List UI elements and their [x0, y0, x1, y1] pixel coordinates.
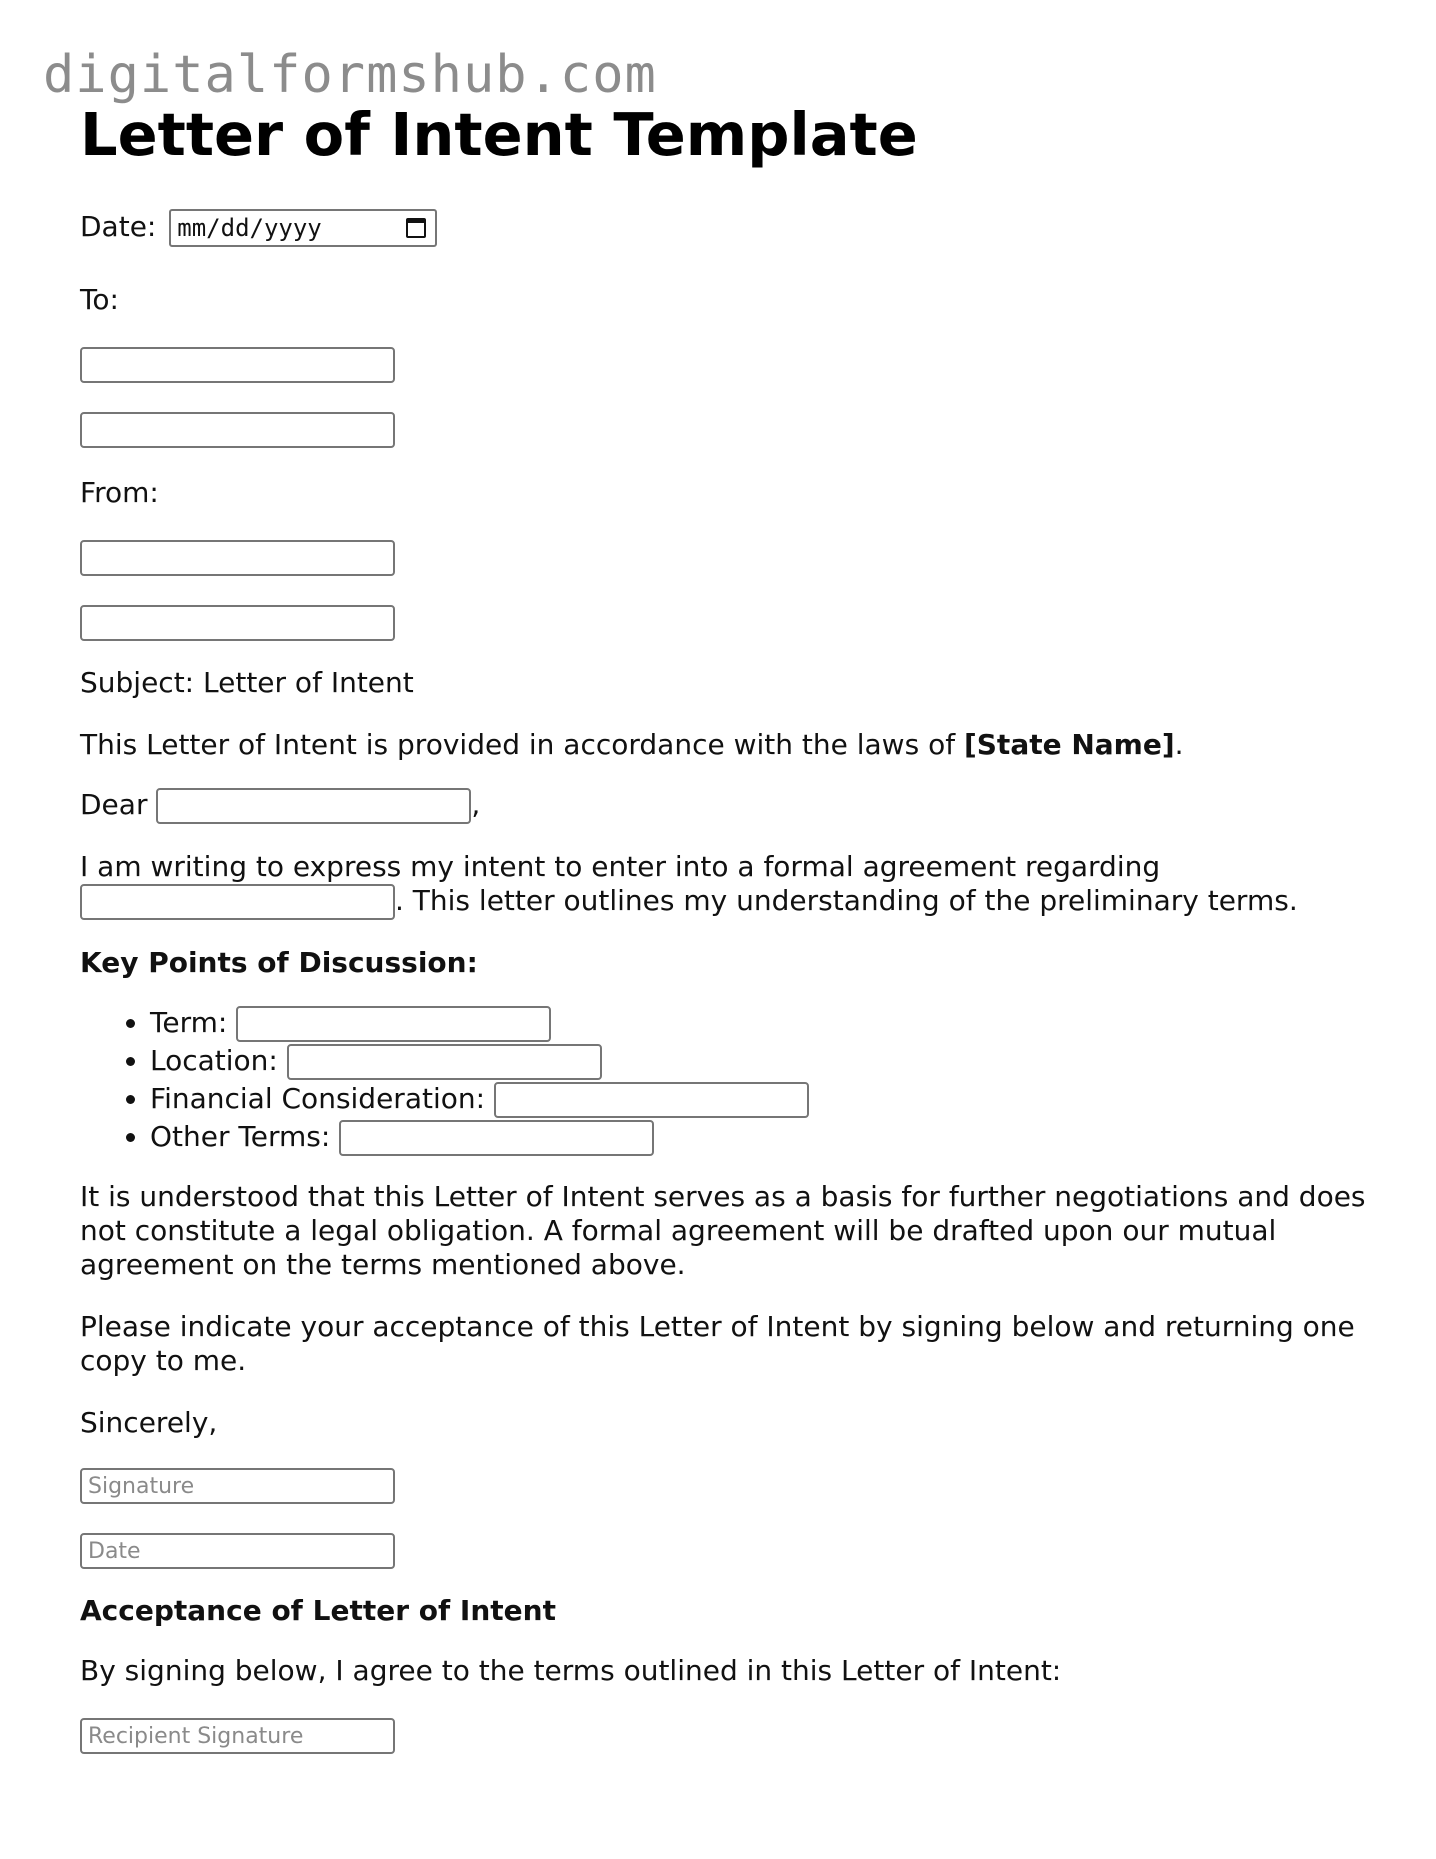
state-name-placeholder: [State Name]	[963, 728, 1175, 761]
to-address-input[interactable]	[80, 412, 395, 448]
date-input[interactable]	[169, 209, 437, 247]
from-name-input[interactable]	[80, 540, 395, 576]
intent-paragraph	[80, 850, 1380, 920]
financial-consideration-label: Financial Consideration:	[150, 1082, 486, 1115]
from-label: From:	[80, 476, 159, 509]
site-watermark: digitalformshub.com	[43, 45, 657, 105]
laws-prefix: This Letter of Intent is provided in accordance with the laws of	[80, 728, 964, 761]
agreement-subject-input[interactable]	[80, 884, 395, 920]
term-label: Term:	[150, 1006, 228, 1039]
acceptance-request-paragraph: Please indicate your acceptance of this Letter of Intent by signing below and returning one copy to me.	[80, 1310, 1355, 1377]
list-item	[150, 1004, 1380, 1042]
other-terms-label: Other Terms:	[150, 1120, 331, 1153]
salutation-row	[80, 788, 1380, 824]
dear-label: Dear	[80, 788, 148, 821]
to-label: To:	[80, 283, 119, 316]
signature-input[interactable]	[80, 1468, 395, 1504]
list-item	[150, 1118, 1380, 1156]
acceptance-heading: Acceptance of Letter of Intent	[80, 1594, 556, 1627]
key-points-heading: Key Points of Discussion:	[80, 946, 478, 979]
acceptance-statement: By signing below, I agree to the terms outlined in this Letter of Intent:	[80, 1654, 1062, 1687]
from-address-input[interactable]	[80, 605, 395, 641]
other-terms-input[interactable]	[339, 1120, 654, 1156]
location-label: Location:	[150, 1044, 278, 1077]
date-input-value: mm/dd/yyyy	[177, 214, 322, 242]
intent-prefix: I am writing to express my intent to enter into a formal agreement regarding	[80, 850, 1161, 883]
list-item	[150, 1042, 1380, 1080]
governing-law-paragraph	[80, 728, 1380, 762]
laws-suffix: .	[1174, 728, 1184, 761]
date-row	[80, 209, 1380, 247]
letter-form	[80, 95, 1380, 1754]
non-binding-paragraph: It is understood that this Letter of Intent serves as a basis for further negotiations and does not constitute a legal obligation. A formal agreement will be drafted upon our mutual agreement on the terms mentioned above.	[80, 1180, 1366, 1281]
recipient-name-input[interactable]	[156, 788, 471, 824]
list-item	[150, 1080, 1380, 1118]
closing: Sincerely,	[80, 1406, 218, 1439]
key-points-list	[80, 1004, 1380, 1156]
calendar-icon[interactable]	[406, 218, 426, 238]
financial-consideration-input[interactable]	[494, 1082, 809, 1118]
location-input[interactable]	[287, 1044, 602, 1080]
subject-line: Subject: Letter of Intent	[80, 666, 414, 699]
date-label: Date:	[80, 210, 157, 243]
intent-suffix: . This letter outlines my understanding of the preliminary terms.	[395, 884, 1298, 917]
signature-date-input[interactable]	[80, 1533, 395, 1569]
term-input[interactable]	[236, 1006, 551, 1042]
to-name-input[interactable]	[80, 347, 395, 383]
page-title: Letter of Intent Template	[80, 100, 918, 169]
dear-comma: ,	[471, 788, 481, 821]
recipient-signature-input[interactable]	[80, 1718, 395, 1754]
